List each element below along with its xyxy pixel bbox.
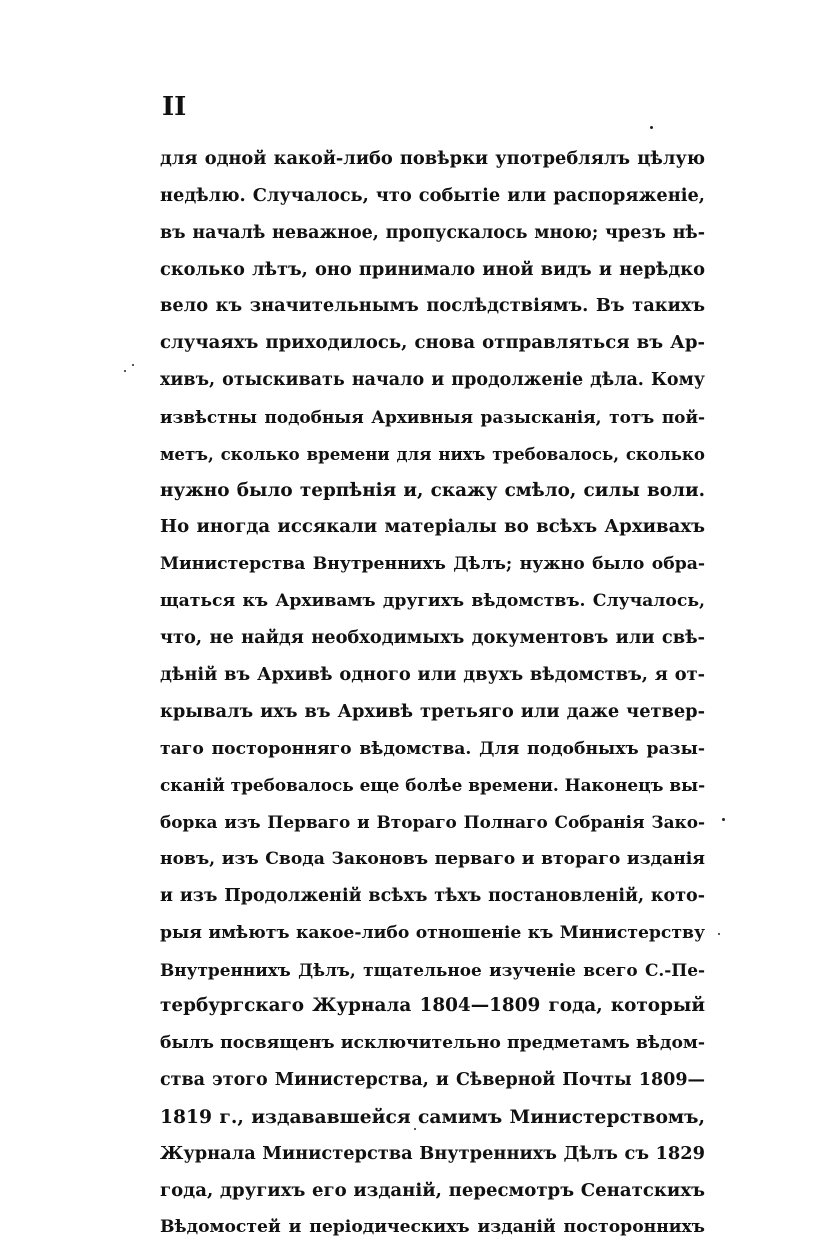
text-line: вело къ значительнымъ послѣдствіямъ. Въ такихъ [160,295,705,317]
text-line: Министерства Внутреннихъ Дѣлъ; нужно было обра- [160,554,705,575]
page-number: II [162,92,187,122]
text-line: рыя имѣютъ какое-либо отношеніе къ Министерству [160,922,705,943]
text-line: въ началѣ неважное, пропускалось мною; чрезъ нѣ- [160,222,705,243]
text-line: года, другихъ его изданій, пересмотръ Сенатскихъ [160,1179,705,1201]
text-line: извѣстны подобныя Архивныя разысканія, тотъ пой- [160,406,705,427]
text-line: Внутреннихъ Дѣлъ, тщательное изученіе всего С.-Пе- [160,959,705,980]
text-line: сколько лѣтъ, оно принимало иной видъ и нерѣдко [160,258,705,280]
text-line: 1819 г., издававшейся самимъ Министерствомъ, [160,1105,705,1128]
text-line: борка изъ Перваго и Втораго Полнаго Собранія Зако- [160,812,705,833]
text-line: сканій требовалось еще болѣе времени. Наконецъ вы- [160,775,706,796]
text-line: Журнала Министерства Внутреннихъ Дѣлъ съ 1829 [160,1142,705,1164]
text-line: и изъ Продолженій всѣхъ тѣхъ постановленій, кото- [160,885,705,906]
text-line: ства этого Министерства, и Сѣверной Почты 1809— [160,1070,705,1091]
text-line: для одной какой-либо повѣрки употреблялъ цѣлую [160,148,705,169]
text-line: крывалъ ихъ въ Архивѣ третьяго или даже четвер- [160,700,705,722]
scan-speck [718,933,720,935]
text-line: нужно было терпѣнія и, скажу смѣло, силы воли. [160,479,705,501]
text-line: метъ, сколько времени для нихъ требовалось, сколько [160,443,705,464]
text-line: дѣній въ Архивѣ одного или двухъ вѣдомствъ, я от- [160,663,705,685]
text-line: недѣлю. Случалось, что событіе или распоряженіе, [160,184,705,206]
text-line: щаться къ Архивамъ другихъ вѣдомствъ. Случалось, [160,591,705,612]
text-line: случаяхъ приходилось, снова отправляться въ Ар- [160,332,705,354]
scan-speck [124,370,126,372]
scan-speck [132,364,134,366]
text-line: таго посторонняго вѣдомства. Для подобныхъ разы- [160,738,705,759]
text-line: тербургскаго Журнала 1804—1809 года, который [160,995,705,1017]
text-line: что, не найдя необходимыхъ документовъ или свѣ- [160,626,705,648]
scan-speck [650,126,653,129]
text-line: Вѣдомостей и періодическихъ изданій постороннихъ [160,1217,705,1238]
text-line: Но иногда иссякали матеріалы во всѣхъ Архивахъ [160,516,705,538]
text-line: новъ, изъ Свода Законовъ перваго и втораго изданія [160,849,705,870]
body-text [160,141,705,1246]
text-line: былъ посвященъ исключительно предметамъ вѣдом- [160,1033,705,1054]
scan-speck [722,818,725,821]
text-line: хивъ, отыскивать начало и продолженіе дѣла. Кому [160,370,705,391]
scan-speck [414,1128,416,1130]
